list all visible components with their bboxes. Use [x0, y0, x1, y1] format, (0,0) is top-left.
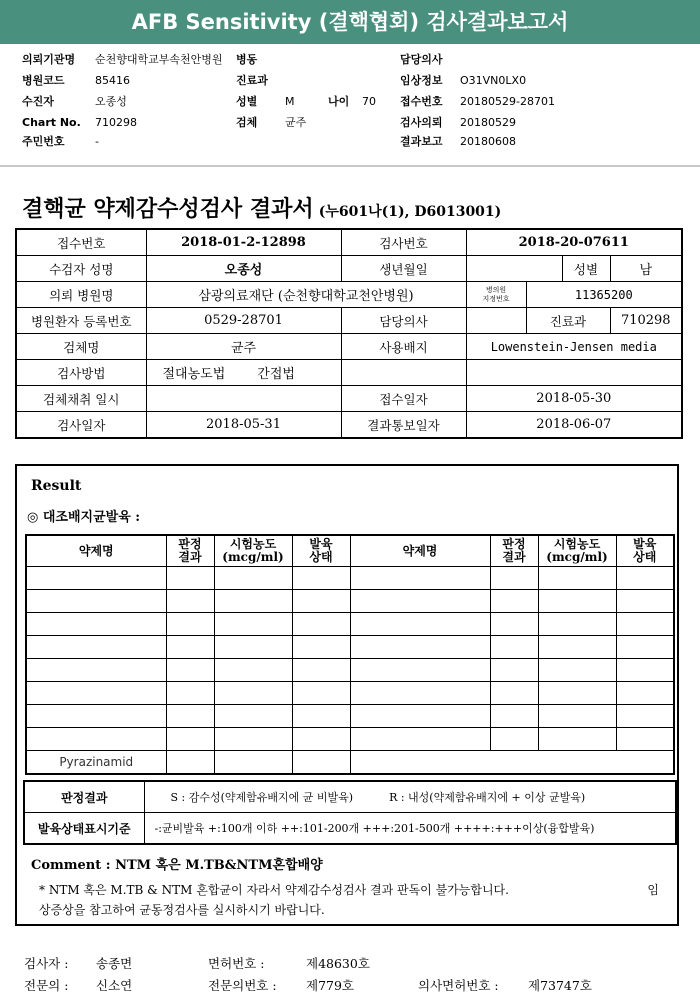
doc-license-label: 의사면허번호 : — [418, 978, 499, 993]
col-conc-left-b: (mcg/ml) — [222, 550, 284, 564]
col-conc-right — [538, 535, 616, 567]
table-row — [26, 636, 674, 659]
chart-label: Chart No. — [22, 116, 81, 129]
cell-specimen-value: 균주 — [146, 334, 341, 360]
hosp-code-value: 85416 — [95, 74, 130, 87]
cell-test-date-value: 2018-05-31 — [146, 412, 341, 439]
table-row — [26, 728, 674, 751]
request-value: 20180529 — [460, 116, 516, 129]
specialist-label: 전문의 : — [24, 978, 69, 993]
resident-value: - — [95, 135, 99, 148]
table-row — [26, 659, 674, 682]
dept-label: 진료과 — [236, 74, 268, 87]
chart-value: 710298 — [95, 116, 137, 129]
tester-value: 송종면 — [96, 956, 133, 971]
cell-method-label: 검사방법 — [16, 360, 146, 386]
table-row — [26, 590, 674, 613]
cell-name-value: 오종성 — [146, 256, 341, 282]
title-sub: (누601나(1), D6013001) — [318, 204, 502, 220]
result-subtitle: ◎ 대조배지균발육 : — [27, 510, 141, 525]
spec-no-value: 제779호 — [306, 978, 355, 993]
signature-footer — [0, 948, 700, 1000]
request-info-table — [15, 228, 683, 439]
col-conc-left — [214, 535, 292, 567]
comment-line1: * NTM 혹은 M.TB & NTM 혼합균이 자라서 약제감수성검사 결과 판독이 불가능합니다. — [39, 883, 509, 897]
col-judge-left-b: 결과 — [178, 550, 202, 564]
receipt-label: 접수번호 — [400, 95, 443, 108]
cell-sex-value: 남 — [610, 256, 682, 282]
cell-reg-label: 병원환자 등록번호 — [16, 308, 146, 334]
col-judge-right-a: 판정 — [502, 537, 526, 551]
cell-hospital-no-value: 11365200 — [526, 282, 682, 308]
license-value: 제48630호 — [306, 956, 370, 971]
patient-value: 오종성 — [95, 95, 127, 108]
cell-test-date-label: 검사일자 — [16, 412, 146, 439]
request-label: 검사의뢰 — [400, 116, 443, 129]
table-row — [26, 705, 674, 728]
cell-birth-value — [466, 256, 562, 282]
cell-method-value — [146, 360, 341, 386]
receipt-value: 20180529-28701 — [460, 95, 555, 108]
cell-blank-a — [341, 360, 466, 386]
cell-name-label: 수검자 성명 — [16, 256, 146, 282]
agency-value: 순천향대학교부속천안병원 — [95, 53, 223, 66]
col-drug-right: 약제명 — [350, 535, 490, 567]
clinical-label: 임상정보 — [400, 74, 443, 87]
resident-label: 주민번호 — [22, 135, 65, 148]
cell-reg-value: 0529-28701 — [146, 308, 341, 334]
cell-blank-b — [466, 360, 682, 386]
col-growth-left — [292, 535, 350, 567]
clinical-value: O31VN0LX0 — [460, 74, 527, 87]
result-box — [15, 464, 679, 926]
result-title: Result — [31, 478, 82, 494]
cell-sex-label: 성별 — [562, 256, 610, 282]
hospital-no-label-2: 지정번호 — [482, 294, 510, 303]
cell-medium-label: 사용배지 — [341, 334, 466, 360]
cell-birth-label: 생년월일 — [341, 256, 466, 282]
col-growth-left-b: 상태 — [309, 550, 333, 564]
cell-hospital-label: 의뢰 병원명 — [16, 282, 146, 308]
cell-attending-value — [466, 308, 526, 334]
growth-key-label: 발육상태표시기준 — [24, 813, 144, 845]
age-label: 나이 — [328, 95, 350, 108]
col-conc-right-a: 시험농도 — [553, 537, 601, 551]
doc-license-value: 제73747호 — [528, 978, 592, 993]
ward-label: 병동 — [236, 53, 258, 66]
pyrazinamid-label: Pyrazinamid — [26, 751, 166, 775]
cell-recv-date-label: 접수일자 — [341, 386, 466, 412]
report-header: AFB Sensitivity (결핵협회) 검사결과보고서 — [0, 0, 700, 44]
table-row — [26, 567, 674, 590]
cell-collect-label: 검체채취 일시 — [16, 386, 146, 412]
method-indirect: 간접법 — [257, 367, 295, 382]
spec-no-label: 전문의번호 : — [208, 978, 277, 993]
specialist-value: 신소연 — [96, 978, 133, 993]
judge-key-text — [144, 781, 676, 813]
table-row-pyrazinamid — [26, 751, 674, 775]
cell-test-no-label: 검사번호 — [341, 229, 466, 256]
cell-attending-label: 담당의사 — [341, 308, 466, 334]
judge-key-r: R : 내성(약제함유배지에 + 이상 균발육) — [389, 791, 586, 804]
cell-collect-value — [146, 386, 341, 412]
comment-note — [39, 880, 659, 920]
cell-hospital-no-label — [466, 282, 526, 308]
col-drug-left: 약제명 — [26, 535, 166, 567]
specimen-label: 검체 — [236, 116, 258, 129]
hosp-code-label: 병원코드 — [22, 74, 65, 87]
col-growth-right-b: 상태 — [633, 550, 657, 564]
cell-dept-value: 710298 — [610, 308, 682, 334]
col-judge-right-b: 결과 — [502, 550, 526, 564]
report-value: 20180608 — [460, 135, 516, 148]
col-growth-left-a: 발육 — [309, 537, 333, 551]
col-conc-left-a: 시험농도 — [229, 537, 277, 551]
cell-notify-date-value: 2018-06-07 — [466, 412, 682, 439]
cell-medium-value: Lowenstein-Jensen media — [466, 334, 682, 360]
report-label: 결과보고 — [400, 135, 443, 148]
col-conc-right-b: (mcg/ml) — [546, 550, 608, 564]
patient-info-section — [0, 50, 700, 150]
cell-recv-date-value: 2018-05-30 — [466, 386, 682, 412]
judge-key-s: S : 감수성(약제함유배지에 균 비발육) — [170, 791, 354, 804]
specimen-value: 균주 — [285, 116, 307, 129]
section-divider — [0, 165, 700, 167]
tester-label: 검사자 : — [24, 956, 69, 971]
cell-test-no-value: 2018-20-07611 — [466, 229, 682, 256]
judgement-key-table — [23, 780, 677, 845]
sex-label: 성별 — [236, 95, 258, 108]
col-judge-left-a: 판정 — [178, 537, 202, 551]
patient-label: 수진자 — [22, 95, 54, 108]
method-absolute: 절대농도법 — [162, 367, 226, 382]
growth-key-text: -:균비발육 +:100개 이하 ++:101-200개 +++:201-500개 ++++:+++이상(융합발육) — [144, 813, 676, 845]
col-growth-right — [616, 535, 674, 567]
col-judge-right — [490, 535, 538, 567]
drug-table — [25, 534, 675, 775]
doctor-label: 담당의사 — [400, 53, 443, 66]
cell-receipt-label: 접수번호 — [16, 229, 146, 256]
comment-line1-tail: 임 — [647, 883, 659, 897]
table-row — [26, 682, 674, 705]
cell-specimen-label: 검체명 — [16, 334, 146, 360]
agency-label: 의뢰기관명 — [22, 53, 76, 66]
comment-label: Comment : NTM 혹은 M.TB&NTM혼합배양 — [31, 858, 323, 873]
cell-notify-date-label: 결과통보일자 — [341, 412, 466, 439]
document-title — [22, 192, 501, 223]
title-main: 결핵균 약제감수성검사 결과서 — [22, 196, 314, 222]
comment-line2: 상증상을 참고하여 균동정검사를 실시하시기 바랍니다. — [39, 903, 325, 917]
license-label: 면허번호 : — [208, 956, 265, 971]
col-growth-right-a: 발육 — [633, 537, 657, 551]
hospital-no-label-1: 병의원 — [485, 285, 507, 294]
judge-key-label: 판정결과 — [24, 781, 144, 813]
age-value: 70 — [362, 95, 376, 108]
table-row — [26, 613, 674, 636]
col-judge-left — [166, 535, 214, 567]
cell-receipt-value: 2018-01-2-12898 — [146, 229, 341, 256]
sex-value: M — [285, 95, 295, 108]
cell-hospital-value: 삼광의료재단 (순천향대학교천안병원) — [146, 282, 466, 308]
cell-dept-label: 진료과 — [526, 308, 610, 334]
